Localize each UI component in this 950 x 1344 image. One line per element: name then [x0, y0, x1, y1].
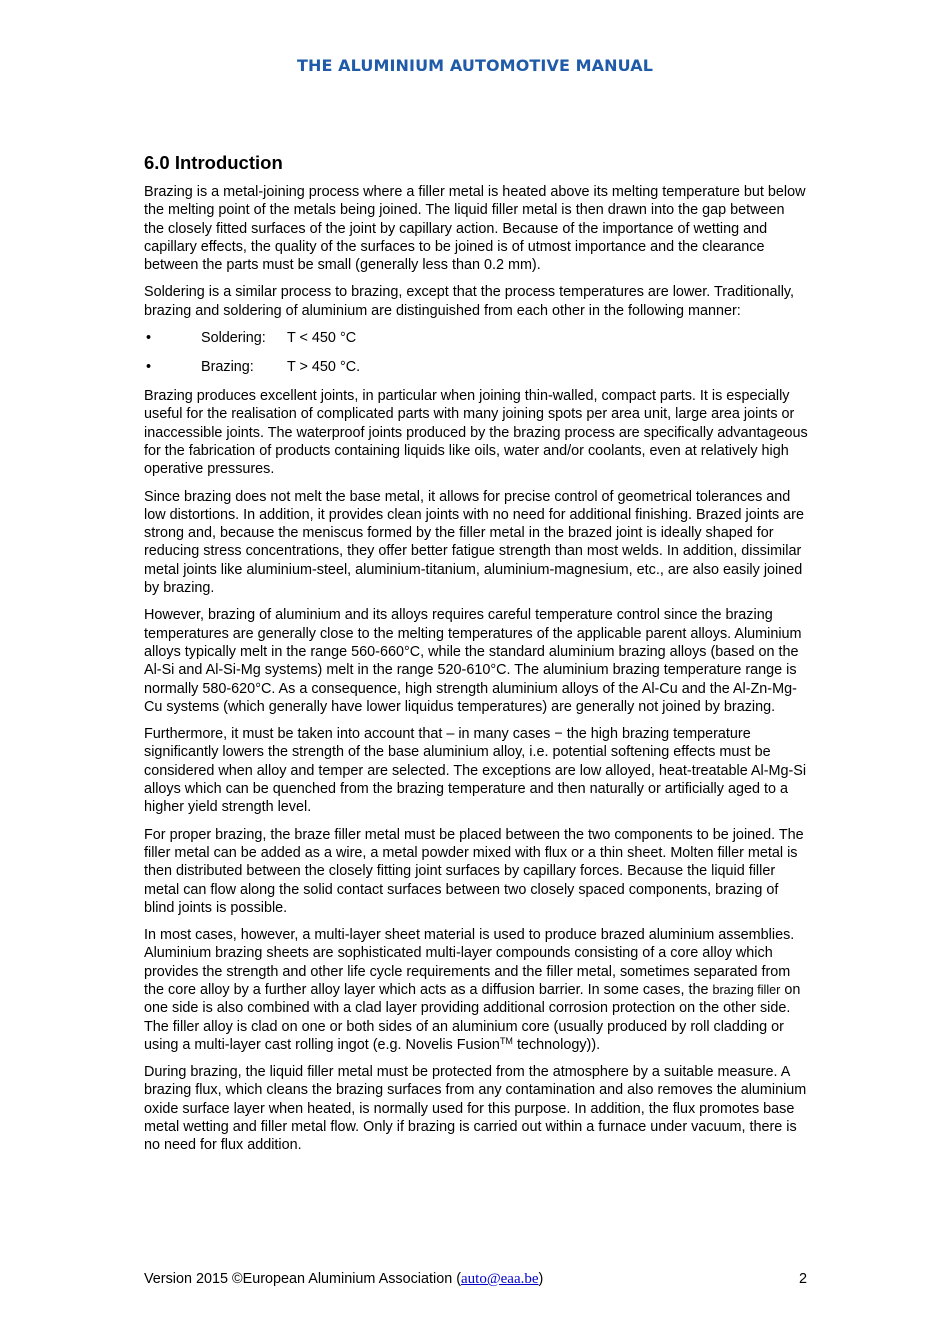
paragraph-soldering: Soldering is a similar process to brazing, except that the process temperatures are lower. Traditionally, brazing and soldering of aluminium are distinguished from each other in the following manner:: [144, 284, 795, 319]
brazing-sheet-text-a: In most cases, however, a multi-layer sheet material is used to produce brazed aluminium assemblies. Aluminium brazing sheets are sophisticated multi-layer compounds consisting of a core alloy which provides the strength and other life cycle requirements and the filler metal, sometimes separated from the core alloy by a further alloy layer which acts as a diffusion barrier. In some cases, the: [144, 927, 795, 998]
brazing-sheet-text-d: technology)).: [516, 1036, 601, 1053]
paragraph-temperature-control: However, brazing of aluminium and its alloys requires careful temperature control since the brazing temperatures are generally close to the melting temperatures of the applicable parent alloys. Aluminium alloys typically melt in the range 560-660°C, while the standard aluminium brazing alloys (based on the Al-Si and Al-Si-Mg systems) melt in the range 520-610°C. The aluminium brazing temperature range is normally 580-620°C. As a consequence, high strength aluminium alloys of the Al-Cu and the Al-Zn-Mg-Cu systems (which generally have lower liquidus temperatures) are generally not joined by brazing.: [144, 607, 802, 715]
manual-title: THE ALUMINIUM AUTOMOTIVE MANUAL: [296, 56, 654, 75]
paragraph-flux: During brazing, the liquid filler metal must be protected from the atmosphere by a suitable measure. A brazing flux, which cleans the brazing surfaces from any contamination and also removes the aluminium oxide surface layer when heated, is normally used for this purpose. In addition, the flux promotes base metal wetting and filler metal flow. Only if brazing is carried out within a furnace under vacuum, there is no need for flux addition.: [144, 1064, 807, 1154]
bullet-item-soldering: [144, 329, 808, 347]
bullet-value: T < 450 °C: [287, 330, 357, 347]
footer-email-link[interactable]: auto@eaa.be: [461, 1271, 539, 1287]
footer-version: [144, 1270, 543, 1288]
page-number: 2: [798, 1271, 807, 1287]
brazing-sheet-text-c: on one side is also combined with a clad layer providing additional corrosion protection on the other side. The filler alloy is clad on one or both sides of an aluminium core (usually produced by roll cladding or using a multi-layer cast rolling ingot (e.g. Novelis Fusion: [144, 981, 801, 1053]
bullet-value: T > 450 °C.: [287, 359, 361, 376]
bullet-label: Brazing:: [201, 359, 254, 376]
bullet-icon: •: [146, 330, 152, 347]
bullet-item-brazing: [144, 358, 808, 376]
paragraph-softening: Furthermore, it must be taken into account that – in many cases − the high brazing temperature significantly lowers the strength of the base aluminium alloy, i.e. potential softening effects must be considered when alloy and temper are selected. The exceptions are low alloyed, heat-treatable Al-Mg-Si alloys which can be quenched from the brazing temperature and then naturally or artificially aged to a higher yield strength level.: [144, 726, 807, 816]
page-content: [144, 152, 808, 1164]
paragraph-brazing-sheet: [144, 926, 808, 1054]
trademark-sup: TM: [499, 1035, 513, 1046]
bullet-icon: •: [146, 359, 152, 376]
page-footer: [144, 1270, 808, 1288]
bullet-label: Soldering:: [201, 330, 266, 347]
section-heading: 6.0 Introduction: [144, 152, 283, 173]
footer-version-text: Version 2015 ©European Aluminium Association (: [144, 1271, 461, 1287]
paragraph-advantages: Brazing produces excellent joints, in particular when joining thin-walled, compact parts. It is especially useful for the realisation of complicated parts with many joining spots per area unit, large area joints or inaccessible joints. The waterproof joints produced by the brazing process are specifically advantageous for the fabrication of products containing liquids like oils, water and/or coolants, even at relatively high operative pressures.: [144, 388, 808, 478]
paragraph-intro: Brazing is a metal-joining process where a filler metal is heated above its melting temperature but below the melting point of the metals being joined. The liquid filler metal is then drawn into the gap between the closely fitted surfaces of the joint by capillary action. Because of the importance of wetting and capillary effects, the quality of the surfaces to be joined is of utmost importance and the clearance between the parts must be small (generally less than 0.2 mm).: [144, 184, 806, 274]
paragraph-filler-placement: For proper brazing, the braze filler metal must be placed between the two components to be joined. The filler metal can be added as a wire, a metal powder mixed with flux or a thin sheet. Molten filler metal is then distributed between the closely fitting joint surfaces by capillary forces. Because the liquid filler metal can flow along the solid contact surfaces between two closely spaced components, brazing of blind joints is possible.: [144, 826, 804, 916]
brazing-filler-term: brazing filler: [712, 982, 781, 997]
paragraph-tolerances: Since brazing does not melt the base metal, it allows for precise control of geometrical tolerances and low distortions. In addition, it provides clean joints with no need for additional finishing. Brazed joints are strong and, because the meniscus formed by the filler metal in the brazed joint is ideally shaped for reducing stress concentrations, they offer better fatigue strength than most welds. In addition, dissimilar metal joints like aluminium-steel, aluminium-titanium, aluminium-magnesium, etc., are also easily joined by brazing.: [144, 488, 804, 597]
footer-close-paren: ): [538, 1271, 544, 1287]
